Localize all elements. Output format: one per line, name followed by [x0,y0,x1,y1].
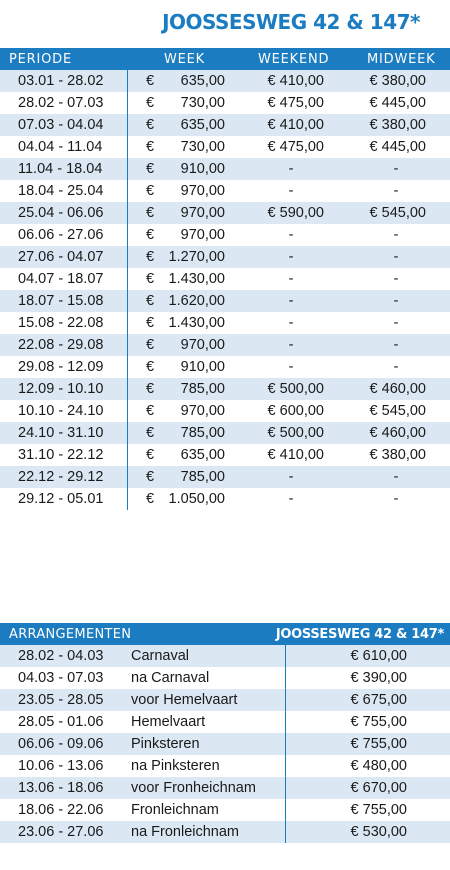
week-price: 635,00 [180,447,225,463]
period-cell: 11.04 - 18.04 [18,161,103,177]
arrangement-price: € 530,00 [350,824,407,840]
week-price: 785,00 [180,469,225,485]
arrangement-period: 06.06 - 09.06 [18,736,104,752]
period-cell: 25.04 - 06.06 [18,205,104,221]
table-row [0,268,450,290]
period-cell: 22.12 - 29.12 [18,469,104,485]
weekend-price: € 475,00 [267,139,324,155]
midweek-price: - [393,161,399,177]
currency-symbol: € [146,117,155,133]
midweek-price: - [393,491,399,507]
table-row [0,488,450,510]
weekend-price: € 410,00 [267,447,324,463]
header-periode: PERIODE [9,52,72,67]
arrangement-name: Carnaval [131,648,190,664]
arrangements-header [0,623,450,645]
table-row [0,334,450,356]
period-cell: 31.10 - 22.12 [18,447,104,463]
weekend-price: - [288,491,294,507]
table-row [0,114,450,136]
arrangement-name: voor Hemelvaart [131,692,238,708]
week-price: 1.050,00 [168,491,225,507]
weekend-price: € 410,00 [267,117,324,133]
midweek-price: € 445,00 [369,139,426,155]
currency-symbol: € [146,337,155,353]
currency-symbol: € [146,293,155,309]
week-price: 970,00 [180,227,225,243]
arrangement-price: € 610,00 [350,648,407,664]
weekend-price: - [288,183,294,199]
arrangement-name: na Fronleichnam [131,824,239,840]
weekend-price: € 600,00 [267,403,324,419]
weekend-price: - [288,227,294,243]
midweek-price: € 460,00 [369,381,426,397]
midweek-price: € 460,00 [369,425,426,441]
midweek-price: - [393,183,399,199]
table-row [0,180,450,202]
arrangement-period: 23.06 - 27.06 [18,824,104,840]
header-weekend: WEEKEND [258,52,330,67]
weekend-price: € 410,00 [267,73,324,89]
week-price: 785,00 [180,381,225,397]
week-price: 970,00 [180,337,225,353]
arrangement-price: € 670,00 [350,780,407,796]
arrangement-name: Fronleichnam [131,802,219,818]
table-row [0,356,450,378]
currency-symbol: € [146,249,155,265]
arrangement-price: € 755,00 [350,802,407,818]
midweek-price: - [393,249,399,265]
arrangement-price: € 675,00 [350,692,407,708]
header-week: WEEK [164,52,206,67]
arrangements-divider [285,645,286,843]
week-price: 910,00 [180,161,225,177]
currency-symbol: € [146,381,155,397]
arrangement-period: 28.02 - 04.03 [18,648,104,664]
midweek-price: € 545,00 [369,205,426,221]
page-title: JOOSSESWEG 42 & 147* [162,10,420,34]
price-table [0,70,450,510]
midweek-price: - [393,469,399,485]
midweek-price: € 380,00 [369,73,426,89]
currency-symbol: € [146,95,155,111]
currency-symbol: € [146,447,155,463]
table-row [0,799,450,821]
midweek-price: - [393,359,399,375]
week-price: 910,00 [180,359,225,375]
arrangement-price: € 755,00 [350,714,407,730]
weekend-price: € 500,00 [267,425,324,441]
arrangements-table [0,645,450,843]
arrangement-period: 18.06 - 22.06 [18,802,104,818]
currency-symbol: € [146,271,155,287]
period-cell: 29.08 - 12.09 [18,359,104,375]
table-row [0,378,450,400]
table-row [0,711,450,733]
period-cell: 04.04 - 11.04 [18,139,103,155]
period-cell: 06.06 - 27.06 [18,227,104,243]
currency-symbol: € [146,491,155,507]
weekend-price: - [288,271,294,287]
table-row [0,422,450,444]
arrangement-name: voor Fronheichnam [131,780,256,796]
weekend-price: € 500,00 [267,381,324,397]
weekend-price: - [288,315,294,331]
week-price: 1.270,00 [168,249,225,265]
currency-symbol: € [146,425,155,441]
table-row [0,136,450,158]
table-row [0,466,450,488]
table-row [0,755,450,777]
arrangement-price: € 480,00 [350,758,407,774]
table-row [0,733,450,755]
week-price: 1.430,00 [168,271,225,287]
weekend-price: - [288,469,294,485]
arrangement-price: € 390,00 [350,670,407,686]
table-row [0,444,450,466]
weekend-price: - [288,161,294,177]
table-row [0,400,450,422]
midweek-price: - [393,293,399,309]
arrangement-period: 28.05 - 01.06 [18,714,104,730]
arrangements-title: ARRANGEMENTEN [9,627,132,642]
period-cell: 28.02 - 07.03 [18,95,104,111]
currency-symbol: € [146,161,155,177]
week-price: 970,00 [180,205,225,221]
arrangement-period: 23.05 - 28.05 [18,692,104,708]
period-cell: 29.12 - 05.01 [18,491,104,507]
period-cell: 04.07 - 18.07 [18,271,104,287]
week-price: 970,00 [180,183,225,199]
header-midweek: MIDWEEK [367,52,436,67]
table-row [0,689,450,711]
arrangement-name: na Pinksteren [131,758,220,774]
arrangement-period: 04.03 - 07.03 [18,670,104,686]
midweek-price: - [393,337,399,353]
period-cell: 18.07 - 15.08 [18,293,104,309]
currency-symbol: € [146,227,155,243]
week-price: 635,00 [180,73,225,89]
week-price: 730,00 [180,139,225,155]
midweek-price: - [393,227,399,243]
table-row [0,202,450,224]
currency-symbol: € [146,315,155,331]
period-cell: 07.03 - 04.04 [18,117,104,133]
table-row [0,777,450,799]
week-price: 1.430,00 [168,315,225,331]
weekend-price: - [288,249,294,265]
weekend-price: € 590,00 [267,205,324,221]
currency-symbol: € [146,403,155,419]
week-price: 1.620,00 [168,293,225,309]
table-row [0,70,450,92]
period-cell: 18.04 - 25.04 [18,183,104,199]
arrangement-period: 10.06 - 13.06 [18,758,104,774]
table-row [0,645,450,667]
arrangement-name: Hemelvaart [131,714,206,730]
arrangement-price: € 755,00 [350,736,407,752]
weekend-price: - [288,337,294,353]
period-cell: 12.09 - 10.10 [18,381,104,397]
table-row [0,92,450,114]
weekend-price: - [288,293,294,309]
midweek-price: € 445,00 [369,95,426,111]
midweek-price: € 380,00 [369,447,426,463]
period-cell: 15.08 - 22.08 [18,315,104,331]
period-cell: 22.08 - 29.08 [18,337,104,353]
period-cell: 03.01 - 28.02 [18,73,104,89]
table-row [0,158,450,180]
table-row [0,821,450,843]
table-row [0,290,450,312]
currency-symbol: € [146,359,155,375]
period-cell: 10.10 - 24.10 [18,403,104,419]
arrangement-name: na Carnaval [131,670,210,686]
currency-symbol: € [146,73,155,89]
weekend-price: - [288,359,294,375]
midweek-price: € 380,00 [369,117,426,133]
price-table-divider [127,70,128,510]
week-price: 730,00 [180,95,225,111]
week-price: 635,00 [180,117,225,133]
arrangements-location: JOOSSESWEG 42 & 147* [275,627,444,642]
price-table-header [0,48,450,70]
table-row [0,246,450,268]
midweek-price: € 545,00 [369,403,426,419]
currency-symbol: € [146,205,155,221]
table-row [0,224,450,246]
week-price: 970,00 [180,403,225,419]
arrangement-period: 13.06 - 18.06 [18,780,104,796]
midweek-price: - [393,271,399,287]
period-cell: 27.06 - 04.07 [18,249,104,265]
currency-symbol: € [146,139,155,155]
midweek-price: - [393,315,399,331]
week-price: 785,00 [180,425,225,441]
arrangement-name: Pinksteren [131,736,200,752]
period-cell: 24.10 - 31.10 [18,425,104,441]
currency-symbol: € [146,183,155,199]
table-row [0,312,450,334]
table-row [0,667,450,689]
currency-symbol: € [146,469,155,485]
weekend-price: € 475,00 [267,95,324,111]
